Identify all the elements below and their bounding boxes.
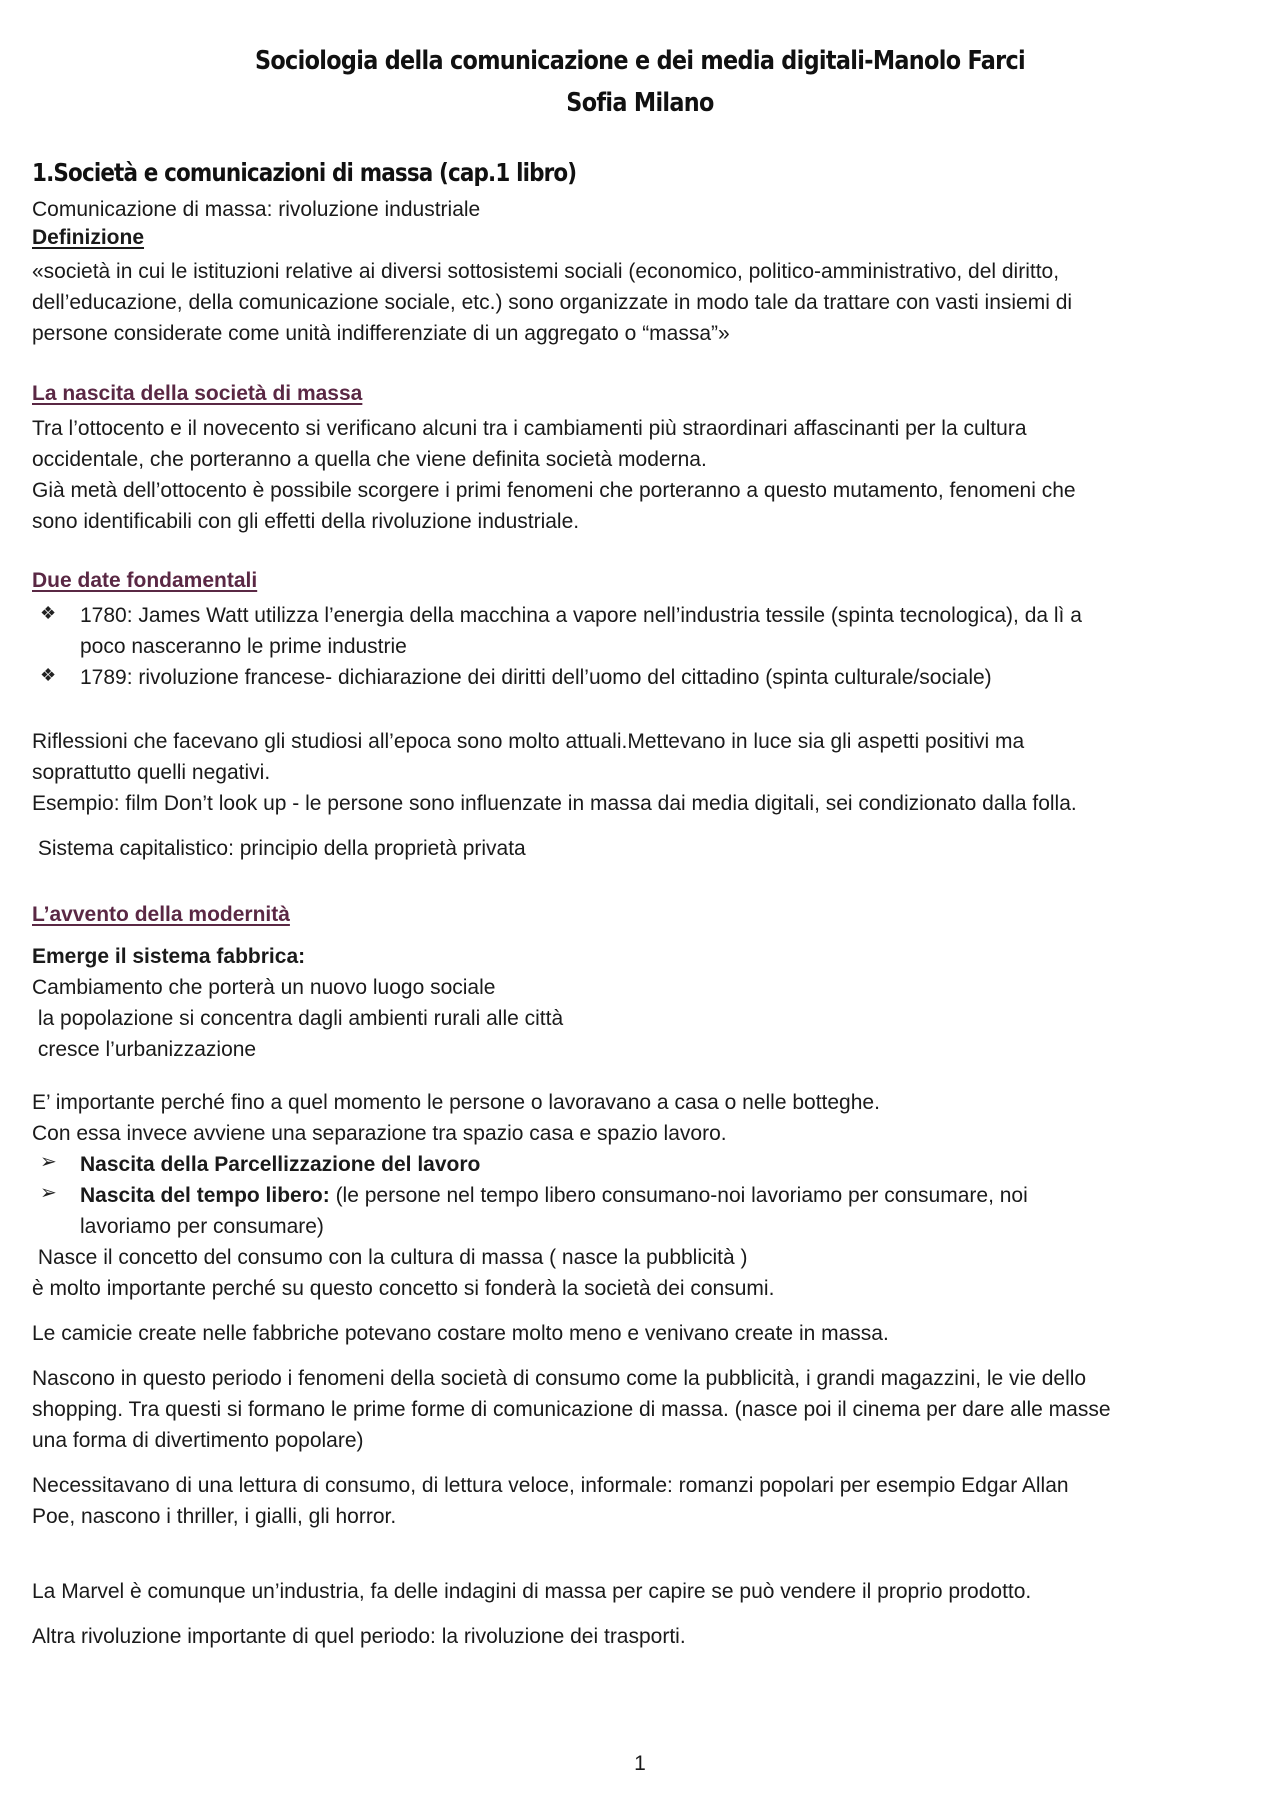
list-item: Nascita della Parcellizzazione del lavoro xyxy=(80,1153,481,1176)
section-heading-nascita: La nascita della società di massa xyxy=(32,382,363,405)
paragraph-line: Tra l’ottocento e il novecento si verificano alcuni tra i cambiamenti più straordinari affascinanti per la cultura xyxy=(32,417,1027,440)
subheading: Emerge il sistema fabbrica: xyxy=(32,945,306,968)
paragraph-line: occidentale, che porteranno a quella che viene definita società moderna. xyxy=(32,448,707,471)
paragraph-line: sono identificabili con gli effetti della rivoluzione industriale. xyxy=(32,510,580,533)
paragraph-line: Le camicie create nelle fabbriche potevano costare molto meno e venivano create in massa. xyxy=(32,1322,889,1345)
paragraph-line: Riflessioni che facevano gli studiosi all’epoca sono molto attuali.Mettevano in luce sia gli aspetti positivi ma xyxy=(32,730,1025,753)
section-heading-date: Due date fondamentali xyxy=(32,569,258,592)
definition-line: dell’educazione, della comunicazione sociale, etc.) sono organizzate in modo tale da trattare con vasti insiemi di xyxy=(32,291,1073,314)
paragraph-line: Altra rivoluzione importante di quel periodo: la rivoluzione dei trasporti. xyxy=(32,1625,686,1648)
list-item: 1789: rivoluzione francese- dichiarazione dei diritti dell’uomo del cittadino (spinta culturale/sociale) xyxy=(80,666,992,689)
paragraph-line: Con essa invece avviene una separazione tra spazio casa e spazio lavoro. xyxy=(32,1122,727,1145)
list-item-continuation: poco nasceranno le prime industrie xyxy=(80,635,407,658)
paragraph-line: shopping. Tra questi si formano le prime forme di comunicazione di massa. (nasce poi il cinema per dare alle masse xyxy=(32,1398,1111,1421)
paragraph-line: La Marvel è comunque un’industria, fa delle indagini di massa per capire se può vendere il proprio prodotto. xyxy=(32,1580,1032,1603)
list-item: 1780: James Watt utilizza l’energia della macchina a vapore nell’industria tessile (spinta tecnologica), da lì a xyxy=(80,604,1082,627)
paragraph-line: cresce l’urbanizzazione xyxy=(32,1038,257,1061)
paragraph-line: Nascono in questo periodo i fenomeni della società di consumo come la pubblicità, i grandi magazzini, le vie dello xyxy=(32,1367,1087,1390)
paragraph-line: Poe, nascono i thriller, i gialli, gli horror. xyxy=(32,1505,397,1528)
paragraph-line: Cambiamento che porterà un nuovo luogo sociale xyxy=(32,976,496,999)
list-item-bold: Nascita del tempo libero: xyxy=(80,1184,330,1207)
page-number: 1 xyxy=(634,1752,646,1775)
paragraph-line: Nasce il concetto del consumo con la cultura di massa ( nasce la pubblicità ) xyxy=(32,1246,748,1269)
author-name: Sofia Milano xyxy=(566,88,714,118)
chapter-heading: 1.Società e comunicazioni di massa (cap.1 libro) xyxy=(32,158,577,187)
intro-line: Comunicazione di massa: rivoluzione industriale xyxy=(32,198,481,221)
diamond-bullet-icon: ❖ xyxy=(40,603,57,623)
paragraph-line: E’ importante perché fino a quel momento le persone o lavoravano a casa o nelle botteghe. xyxy=(32,1091,880,1114)
paragraph-line: è molto importante perché su questo concetto si fonderà la società dei consumi. xyxy=(32,1277,775,1300)
diamond-bullet-icon: ❖ xyxy=(40,665,57,685)
paragraph-line: Già metà dell’ottocento è possibile scorgere i primi fenomeni che porteranno a questo mutamento, fenomeni che xyxy=(32,479,1076,502)
list-item-continuation: lavoriamo per consumare) xyxy=(80,1215,324,1238)
section-heading-modernita: L’avvento della modernità xyxy=(32,903,290,926)
document-title: Sociologia della comunicazione e dei media digitali-Manolo Farci xyxy=(254,46,1026,76)
paragraph-line: la popolazione si concentra dagli ambienti rurali alle città xyxy=(32,1007,564,1030)
paragraph-line: una forma di divertimento popolare) xyxy=(32,1429,364,1452)
paragraph-line: soprattutto quelli negativi. xyxy=(32,761,271,784)
arrow-bullet-icon: ➢ xyxy=(40,1151,57,1173)
paragraph-line: Sistema capitalistico: principio della proprietà privata xyxy=(32,837,526,860)
list-item-text: (le persone nel tempo libero consumano-noi lavoriamo per consumare, noi xyxy=(329,1184,1028,1207)
paragraph-line: Necessitavano di una lettura di consumo, di lettura veloce, informale: romanzi popolari per esempio Edgar Allan xyxy=(32,1474,1069,1497)
list-item xyxy=(80,1180,1240,1211)
arrow-bullet-icon: ➢ xyxy=(40,1182,57,1204)
paragraph-line: Esempio: film Don’t look up - le persone sono influenzate in massa dai media digitali, sei condizionato dalla folla. xyxy=(32,792,1077,815)
definition-line: persone considerate come unità indifferenziate di un aggregato o “massa”» xyxy=(32,322,730,345)
definition-label: Definizione xyxy=(32,226,145,249)
definition-line: «società in cui le istituzioni relative ai diversi sottosistemi sociali (economico, politico-amministrativo, del diritto, xyxy=(32,260,1060,283)
